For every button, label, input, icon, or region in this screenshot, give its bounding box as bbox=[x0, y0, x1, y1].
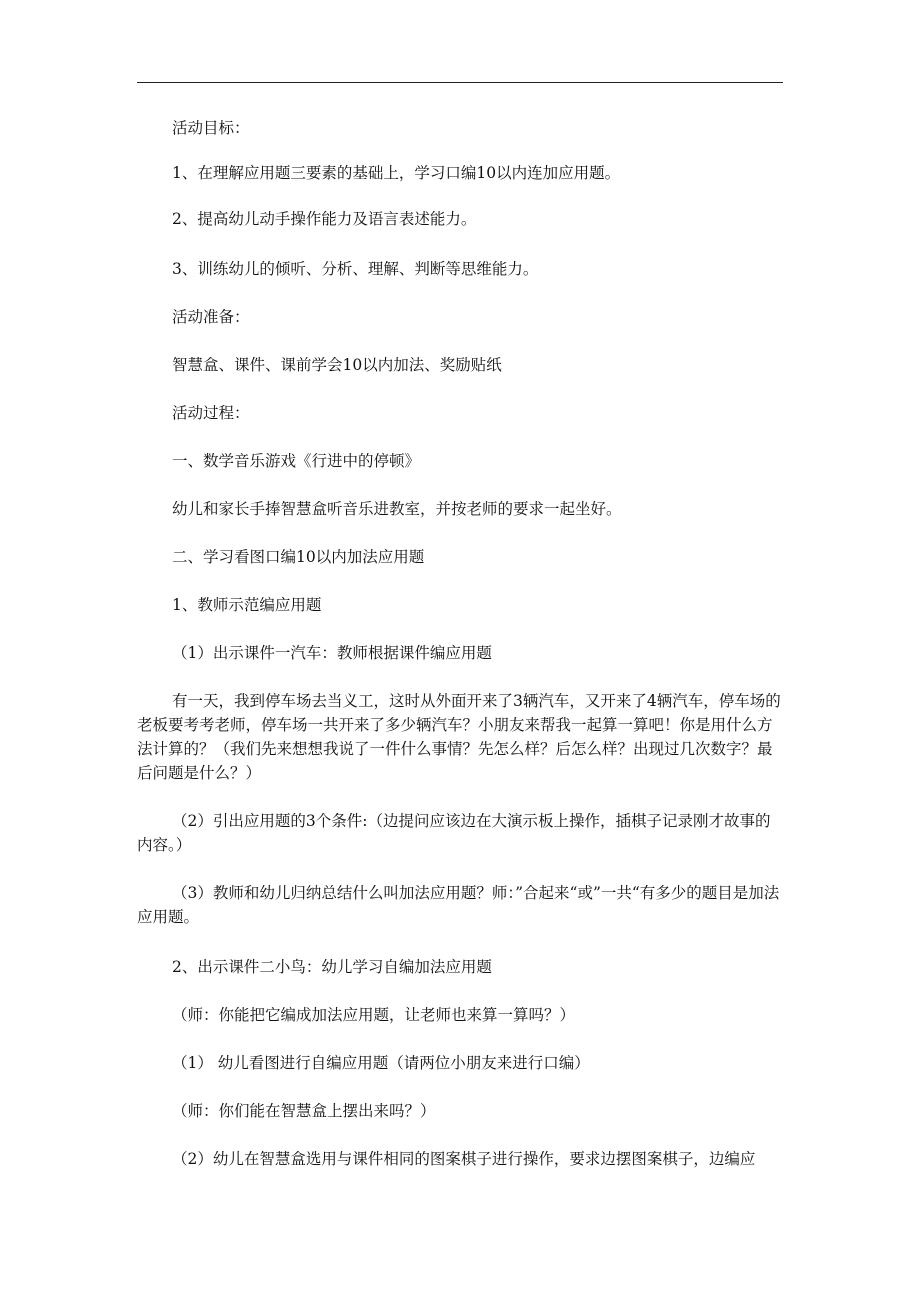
step-1-heading: 1、教师示范编应用题 bbox=[172, 596, 322, 614]
step-1-sub-1: （1）出示课件一汽车：教师根据课件编应用题 bbox=[172, 644, 492, 662]
teacher-question-1: （师：你能把它编成加法应用题，让老师也来算一算吗？） bbox=[172, 1006, 576, 1024]
process-part-1-heading: 一、数学音乐游戏《行进中的停顿》 bbox=[172, 452, 421, 470]
goal-item-1: 1、在理解应用题三要素的基础上，学习口编10以内连加应用题。 bbox=[172, 164, 621, 182]
step-1-sub-3: （3）教师和幼儿归纳总结什么叫加法应用题？师：”合起来“或”一共“有多少的题目是加法应用题。 bbox=[137, 884, 780, 926]
section-heading-process: 活动过程： bbox=[172, 404, 250, 422]
header-rule bbox=[137, 82, 783, 83]
step-2-sub-2: （2）幼儿在智慧盒选用与课件相同的图案棋子进行操作，要求边摆图案棋子，边编应 bbox=[172, 1150, 756, 1168]
goal-item-2: 2、提高幼儿动手操作能力及语言表述能力。 bbox=[172, 210, 477, 228]
step-1-sub-2: （2）引出应用题的3个条件:（边提问应该边在大演示板上操作，插棋子记录刚才故事的内容。） bbox=[137, 812, 771, 854]
step-2-heading: 2、出示课件二小鸟：幼儿学习自编加法应用题 bbox=[172, 958, 492, 976]
process-part-2-heading: 二、学习看图口编10以内加法应用题 bbox=[172, 548, 425, 566]
story-paragraph: 有一天，我到停车场去当义工，这时从外面开来了3辆汽车，又开来了4辆汽车，停车场的老板要考考老师，停车场一共开来了多少辆汽车？小朋友来帮我一起算一算吧！你是用什么方法计算的？（我们先来想想我说了一件什么事情？先怎么样？后怎么样？出现过几次数字？最后问题是什么？） bbox=[137, 692, 781, 782]
preparation-materials: 智慧盒、课件、课前学会10以内加法、奖励贴纸 bbox=[172, 356, 502, 374]
goal-item-3: 3、训练幼儿的倾听、分析、理解、判断等思维能力。 bbox=[172, 260, 539, 278]
teacher-question-2: （师：你们能在智慧盒上摆出来吗？） bbox=[172, 1102, 436, 1120]
section-heading-goals: 活动目标： bbox=[172, 119, 250, 137]
section-heading-preparation: 活动准备： bbox=[172, 308, 250, 326]
step-2-sub-1: （1） 幼儿看图进行自编应用题（请两位小朋友来进行口编） bbox=[172, 1054, 590, 1072]
process-part-1-text: 幼儿和家长手捧智慧盒听音乐进教室，并按老师的要求一起坐好。 bbox=[172, 500, 622, 518]
